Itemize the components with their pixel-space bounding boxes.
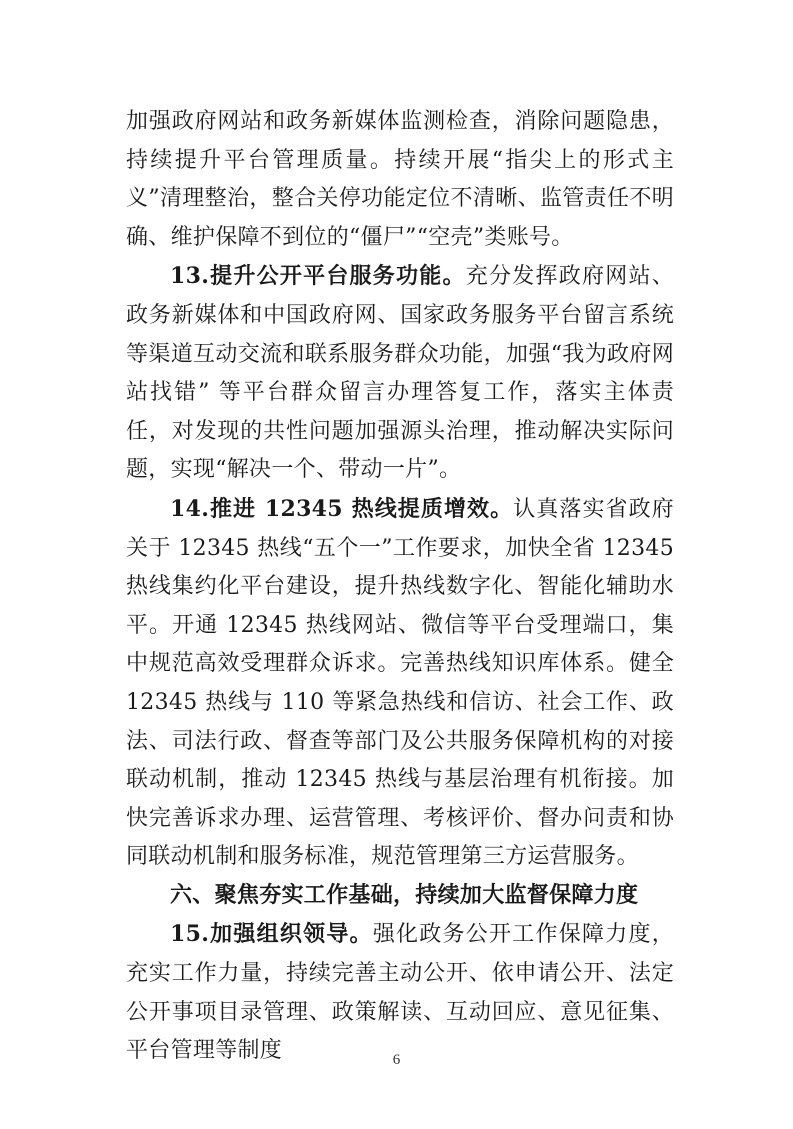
paragraph-item-14 [126,490,674,877]
paragraph-text: 加强政府网站和政务新媒体监测检查，消除问题隐患，持续提升平台管理质量。持续开展“指尖上的形式主义”清理整治，整合关停功能定位不清晰、监管责任不明确、维护保障不到位的“僵尸”“空壳”类账号。 [126,109,674,250]
paragraph-text: 认真落实省政府关于 12345 热线“五个一”工作要求，加快全省 12345 热线集约化平台建设，提升热线数字化、智能化辅助水平。开通 12345 热线网站、微信等平台受理端口，集中规范高效受理群众诉求。完善热线知识库体系。健全 12345 热线与 110 等紧急热线和信访、社会工作、政法、司法行政、督查等部门及公共服务保障机构的对接联动机制，推动 12345 热线与基层治理有机衔接。加快完善诉求办理、运营管理、考核评价、督办问责和协同联动机制和服务标准，规范管理第三方运营服务。 [126,496,674,870]
page-number: 6 [392,1052,401,1068]
document-body [126,103,674,1071]
paragraph-lead: 15.加强组织领导。 [170,921,373,948]
paragraph-item-15 [126,915,674,1070]
paragraph-text: 强化政务公开工作保障力度，充实工作力量，持续完善主动公开、依申请公开、法定公开事项目录管理、政策解读、互动回应、意见征集、平台管理等制度 [126,922,675,1064]
paragraph-continuation [126,103,674,257]
paragraph-text: 充分发挥政府网站、政务新媒体和中国政府网、国家政务服务平台留言系统等渠道互动交流和联系服务群众功能，加强“我为政府网站找错” 等平台群众留言办理答复工作，落实主体责任，对发现的共性问题加强源头治理，推动解决实际问题，实现“解决一个、带动一片”。 [126,264,674,483]
paragraph-lead: 13.提升公开平台服务功能。 [170,263,466,290]
paragraph-lead: 14.推进 12345 热线提质增效。 [170,495,514,522]
paragraph-item-13 [126,257,674,490]
section-heading: 六、聚焦夯实工作基础，持续加大监督保障力度 [170,882,639,908]
